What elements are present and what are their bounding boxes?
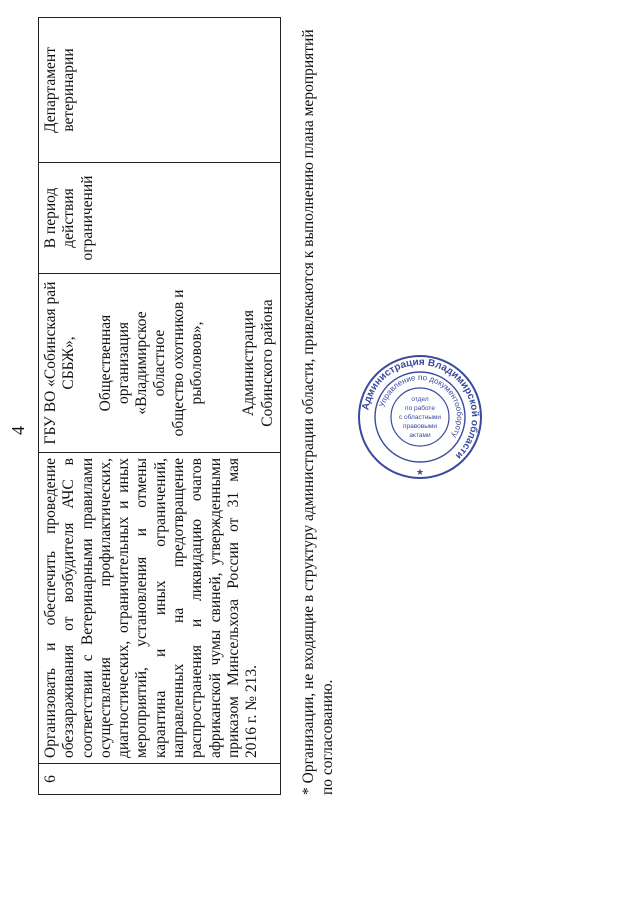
footnote: * Организации, не входящие в структуру администрации области, привлекаются к выполнению плана мероприятий по согласованию. [300, 29, 336, 795]
term-line: действия [60, 188, 78, 248]
term-line: ограничений [78, 175, 96, 261]
plan-table [38, 17, 281, 795]
measure-line: обеззараживания от возбудителя АЧС в [60, 458, 78, 758]
measure-line: направленных на предотвращение [169, 458, 187, 758]
stamp-inner-line: отдел [411, 396, 429, 403]
page-number: 4 [8, 426, 28, 435]
measure-line: мероприятий, установления и отмены [133, 458, 151, 758]
term-cell [39, 163, 281, 274]
executor-line: ГБУ ВО «Собинская рай [42, 281, 59, 445]
executors-cell [39, 274, 281, 453]
measure-line: 2016 г. № 213. [243, 664, 261, 758]
responsible-cell [39, 18, 281, 163]
measure-line: африканской чумы свиней, утвержденными [206, 458, 224, 758]
measure-line: осуществления профилактических, [96, 458, 114, 758]
official-stamp [357, 354, 483, 480]
executor-line: «Владимирское областное [133, 311, 169, 415]
executor-line: Собинского района [258, 299, 276, 427]
measure-line: карантина и иных ограничений, [151, 458, 169, 758]
responsible-line: Департамент [42, 47, 59, 133]
measure-line: приказом Минсельхоза России от 31 мая [224, 458, 242, 758]
stamp-middle-text: Управление по документообороту [377, 372, 465, 440]
stamp-inner-line: актами [409, 432, 431, 439]
measure-line: распространения и ликвидацию очагов [188, 458, 206, 758]
stamp-inner-line: правовыми [403, 423, 437, 430]
measure-cell [39, 453, 281, 764]
stamp-inner-line: по работе [405, 405, 435, 412]
executor-line: организация [114, 321, 132, 405]
table-row [39, 18, 281, 795]
responsible-line: ветеринарии [60, 48, 78, 132]
row-number: 6 [39, 764, 281, 795]
star-icon: ★ [415, 468, 425, 478]
term-line: В период [42, 187, 59, 249]
measure-line: диагностических, ограничительных и иных [115, 458, 133, 758]
measure-line: соответствии с Ветеринарными правилами [78, 458, 96, 758]
executor-line: Администрация [240, 310, 258, 416]
executor-line: Общественная [96, 314, 114, 412]
executor-line: рыболовов», [187, 321, 205, 405]
executor-line: СББЖ», [60, 336, 78, 390]
measure-line: Организовать и обеспечить проведение [42, 458, 59, 758]
stamp-outer-text: Администрация Владимирской области [360, 356, 481, 462]
executor-line: общество охотников и [169, 289, 187, 437]
stamp-inner-line: с областными [398, 414, 442, 421]
